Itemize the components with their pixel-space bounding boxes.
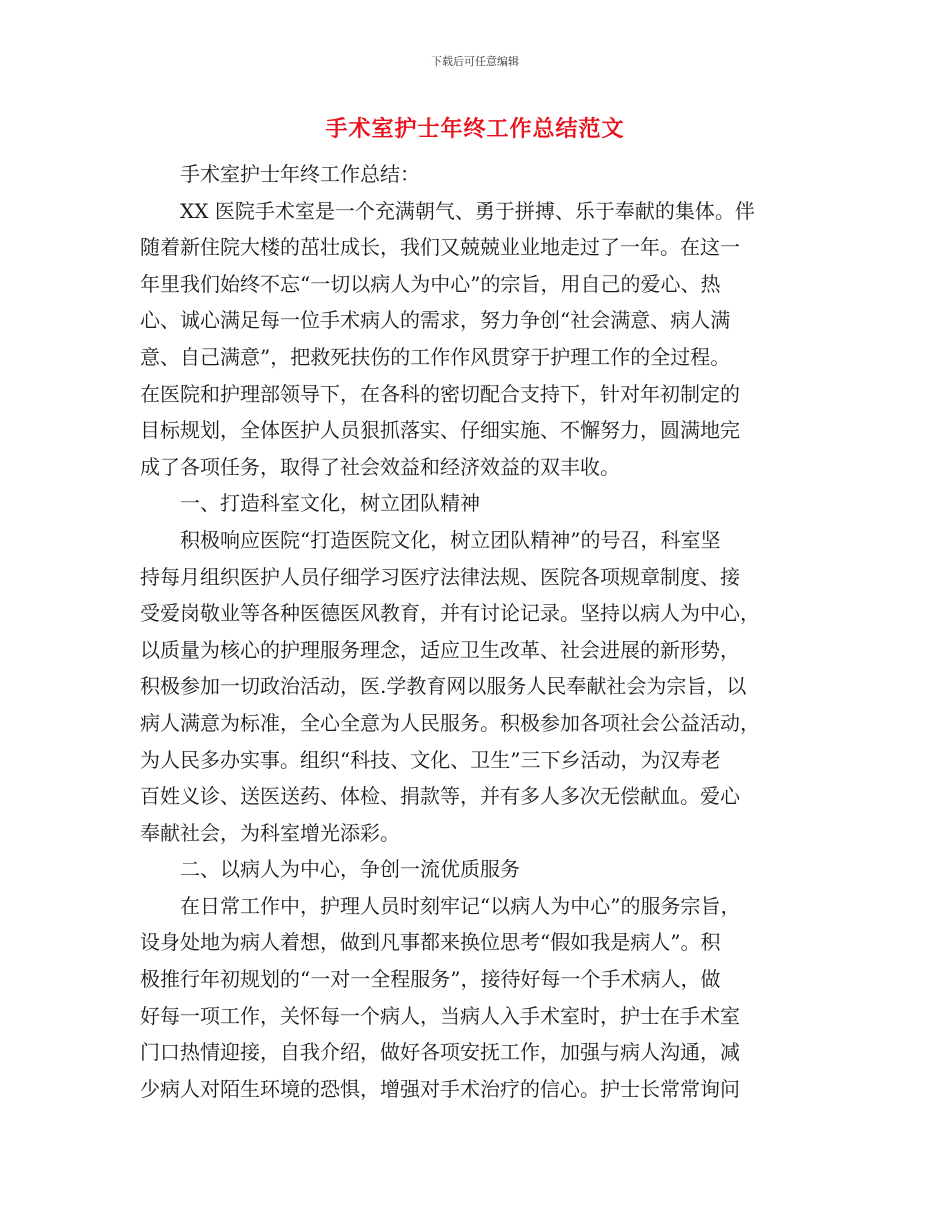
paragraph [140, 485, 810, 522]
text-line: 手术室护士年终工作总结： [180, 162, 420, 186]
document-title: 手术室护士年终工作总结范文 [325, 116, 625, 142]
text-line: 在医院和护理部领导下，在各科的密切配合支持下，针对年初制定的 [140, 381, 740, 406]
text-line: 积极响应医院“打造医院文化，树立团队精神”的号召，科室坚 [180, 527, 721, 552]
text-line: 一、打造科室文化，树立团队精神 [180, 491, 480, 516]
text-line: 目标规划，全体医护人员狠抓落实、仔细实施、不懈努力，圆满地完 [140, 418, 740, 443]
text-line: 在日常工作中，护理人员时刻牢记“以病人为中心”的服务宗旨， [180, 893, 741, 918]
text-line: XX 医院手术室是一个充满朝气、勇于拼搏、乐于奉献的集体。伴 [180, 198, 755, 223]
text-line: 百姓义诊、送医送药、体检、捐款等，并有多人多次无偿献血。爱心 [140, 784, 740, 809]
text-line: 随着新住院大楼的茁壮成长，我们又兢兢业业地走过了一年。在这一 [140, 235, 740, 260]
text-line: 病人满意为标准，全心全意为人民服务。积极参加各项社会公益活动， [140, 710, 760, 735]
paragraph [140, 193, 810, 486]
text-line: 积极参加一切政治活动，医.学教育网以服务人民奉献社会为宗旨，以 [140, 674, 747, 699]
text-line: 门口热情迎接，自我介绍，做好各项安抚工作，加强与病人沟通，减 [140, 1040, 740, 1065]
text-line: 为人民多办实事。组织“科技、文化、卫生”三下乡活动，为汉寿老 [140, 747, 721, 772]
page-header: 下载后可任意编辑 [431, 55, 519, 68]
text-line: 心、诚心满足每一位手术病人的需求，努力争创“社会满意、病人满 [140, 308, 731, 333]
paragraph [140, 888, 810, 1108]
document-body [140, 156, 810, 1107]
paragraph [140, 851, 810, 888]
text-line: 少病人对陌生环境的恐惧，增强对手术治疗的信心。护士长常常询问 [140, 1076, 740, 1101]
text-line: 好每一项工作，关怀每一个病人，当病人入手术室时，护士在手术室 [140, 1003, 740, 1028]
text-line: 极推行年初规划的“一对一全程服务”，接待好每一个手术病人，做 [140, 967, 721, 992]
paragraph [140, 156, 810, 193]
text-line: 年里我们始终不忘“一切以病人为中心”的宗旨，用自己的爱心、热 [140, 271, 721, 296]
text-line: 受爱岗敬业等各种医德医风教育，并有讨论记录。坚持以病人为中心， [140, 601, 760, 626]
text-line: 成了各项任务，取得了社会效益和经济效益的双丰收。 [140, 454, 620, 479]
text-line: 奉献社会，为科室增光添彩。 [140, 820, 400, 845]
text-line: 二、以病人为中心，争创一流优质服务 [180, 857, 520, 882]
text-line: 持每月组织医护人员仔细学习医疗法律法规、医院各项规章制度、接 [140, 564, 740, 589]
text-line: 设身处地为病人着想，做到凡事都来换位思考“假如我是病人”。积 [140, 930, 721, 955]
text-line: 以质量为核心的护理服务理念，适应卫生改革、社会进展的新形势， [140, 637, 740, 662]
paragraph [140, 522, 810, 851]
text-line: 意、自己满意”，把救死扶伤的工作作风贯穿于护理工作的全过程。 [140, 344, 731, 369]
